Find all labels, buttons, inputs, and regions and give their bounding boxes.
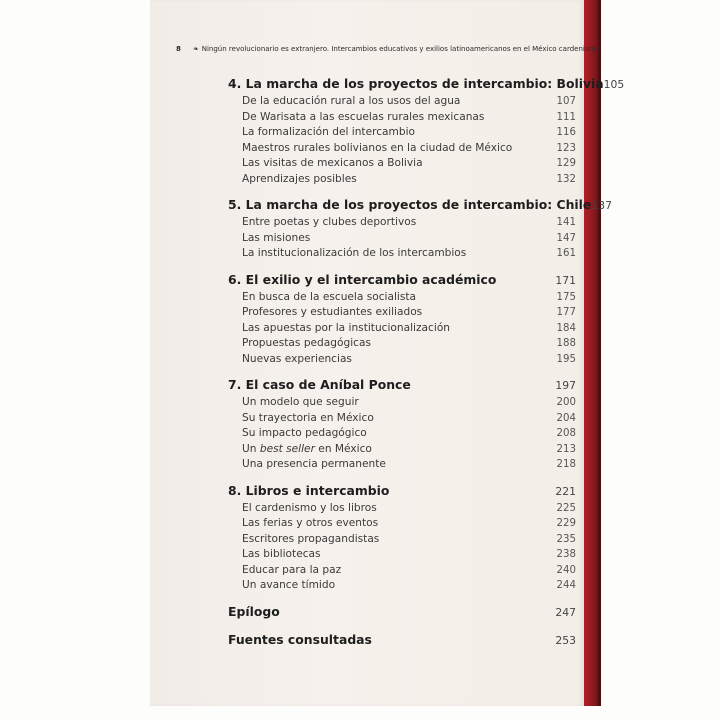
toc-chapter-5: [228, 195, 612, 262]
chapter-title: 6. El exilio y el intercambio académico: [228, 271, 497, 287]
toc-entry: [228, 246, 576, 262]
toc-chapter-heading: [228, 195, 612, 215]
entry-title: Su impacto pedagógico: [242, 427, 367, 439]
entry-title: Una presencia permanente: [242, 458, 386, 470]
chapter-page: 171: [555, 273, 576, 287]
entry-page: 107: [556, 96, 576, 107]
toc-entry: [228, 516, 576, 532]
entry-page: 225: [556, 502, 576, 514]
toc-chapter-heading: [228, 74, 625, 94]
toc-entry: [228, 125, 576, 141]
toc-entry: [228, 305, 576, 321]
entry-page: 240: [556, 564, 576, 576]
entry-page: 244: [556, 580, 576, 591]
entry-page: 175: [556, 291, 576, 303]
toc-entry: [228, 352, 576, 368]
leaf-ornament-icon: ❧: [192, 45, 199, 53]
chapter-page: 221: [555, 484, 576, 498]
entry-page: 247: [555, 605, 576, 619]
toc-entry: [228, 110, 576, 126]
entry-title: Las visitas de mexicanos a Bolivia: [242, 157, 423, 169]
entry-title: [242, 442, 372, 458]
entry-page: 132: [556, 173, 576, 185]
toc-entry: [228, 94, 576, 110]
entry-title: Aprendizajes posibles: [242, 172, 357, 185]
toc-entry: [228, 141, 576, 157]
toc-entry: [228, 172, 576, 188]
entry-title: Educar para la paz: [242, 563, 342, 576]
toc-entry: [228, 578, 576, 594]
toc-entry: [228, 501, 576, 517]
toc-chapter-4: [228, 74, 625, 187]
entry-page: 123: [556, 142, 576, 154]
running-head: [176, 45, 596, 53]
toc-entry: [228, 231, 576, 247]
toc-entry: [228, 563, 576, 579]
entry-page: 238: [556, 549, 576, 560]
entry-title: Maestros rurales bolivianos en la ciudad de México: [242, 141, 513, 154]
entry-title: Epílogo: [228, 603, 280, 619]
entry-title: Fuentes consultadas: [228, 631, 372, 647]
toc-entry: [228, 336, 576, 352]
toc-entry: [228, 290, 576, 306]
entry-page: 235: [556, 533, 576, 545]
toc-chapter-heading: [228, 481, 576, 501]
entry-page: 204: [556, 412, 576, 424]
toc-epilogue: [228, 602, 576, 622]
entry-title: Escritores propagandistas: [242, 532, 380, 545]
chapter-title: 5. La marcha de los proyectos de intercambio: Chile: [228, 197, 592, 212]
entry-title-italic: best seller: [259, 442, 315, 455]
entry-page: 200: [556, 397, 576, 408]
toc-entry: [228, 547, 576, 563]
entry-page: 208: [556, 428, 576, 439]
toc-chapter-heading: [228, 270, 576, 290]
entry-title: De Warisata a las escuelas rurales mexicanas: [242, 110, 485, 123]
entry-page: 213: [556, 443, 576, 455]
toc-chapter-7: [228, 375, 576, 473]
entry-title-post: en México: [314, 442, 372, 455]
entry-title: Un modelo que seguir: [242, 396, 359, 408]
chapter-page: 137: [591, 199, 612, 212]
entry-title: Nuevas experiencias: [242, 352, 352, 365]
entry-title: Las ferias y otros eventos: [242, 517, 379, 529]
entry-title: Las apuestas por la institucionalización: [242, 321, 451, 334]
toc-chapter-heading: [228, 375, 576, 395]
toc-entry: [228, 395, 576, 411]
entry-title: La institucionalización de los intercambios: [242, 247, 467, 259]
toc-entry: [228, 411, 576, 427]
entry-title: Profesores y estudiantes exiliados: [242, 306, 423, 318]
chapter-title: 4. La marcha de los proyectos de intercambio: Bolivia: [228, 76, 604, 91]
toc-entry: [228, 156, 576, 172]
toc-chapter-8: [228, 481, 576, 594]
toc-entry: [228, 457, 576, 473]
toc-entry: [228, 442, 576, 458]
chapter-title: 8. Libros e intercambio: [228, 482, 390, 498]
entry-title: Entre poetas y clubes deportivos: [242, 216, 417, 228]
entry-title: Un avance tímido: [242, 579, 336, 591]
entry-title: El cardenismo y los libros: [242, 501, 377, 514]
entry-page: 218: [556, 459, 576, 470]
entry-page: 129: [556, 158, 576, 169]
chapter-title: 7. El caso de Aníbal Ponce: [228, 377, 411, 392]
entry-title: Las misiones: [242, 231, 311, 244]
entry-title: Su trayectoria en México: [242, 411, 374, 424]
book-cover-edge: [584, 0, 598, 706]
entry-page: 177: [556, 307, 576, 318]
entry-page: 111: [556, 111, 576, 123]
chapter-page: 105: [603, 78, 625, 91]
entry-page: 188: [556, 338, 576, 349]
chapter-page: 197: [555, 379, 576, 392]
entry-page: 161: [556, 248, 576, 259]
entry-page: 184: [556, 322, 576, 334]
entry-title: La formalización del intercambio: [242, 126, 416, 138]
toc-entry: [228, 321, 576, 337]
entry-title: Propuestas pedagógicas: [242, 337, 371, 349]
toc-sources: [228, 630, 576, 650]
entry-title: De la educación rural a los usos del agua: [242, 95, 461, 107]
running-title: Ningún revolucionario es extranjero. Intercambios educativos y exilios latinoamericanos en el México cardenista: [201, 45, 596, 53]
entry-page: 253: [555, 633, 576, 647]
entry-title: En busca de la escuela socialista: [242, 290, 417, 303]
toc-chapter-6: [228, 270, 576, 368]
book-cover-shadow: [598, 0, 601, 706]
table-of-contents: [228, 74, 625, 650]
entry-page: 229: [556, 518, 576, 529]
entry-page: 195: [556, 353, 576, 365]
entry-page: 116: [556, 127, 576, 138]
toc-entry: [228, 215, 576, 231]
entry-title: Las bibliotecas: [242, 548, 321, 560]
page-number: 8: [176, 45, 181, 53]
entry-page: 141: [556, 217, 576, 228]
entry-page: 147: [556, 232, 576, 244]
toc-entry: [228, 532, 576, 548]
entry-title-pre: Un: [242, 442, 260, 455]
toc-entry: [228, 426, 576, 442]
